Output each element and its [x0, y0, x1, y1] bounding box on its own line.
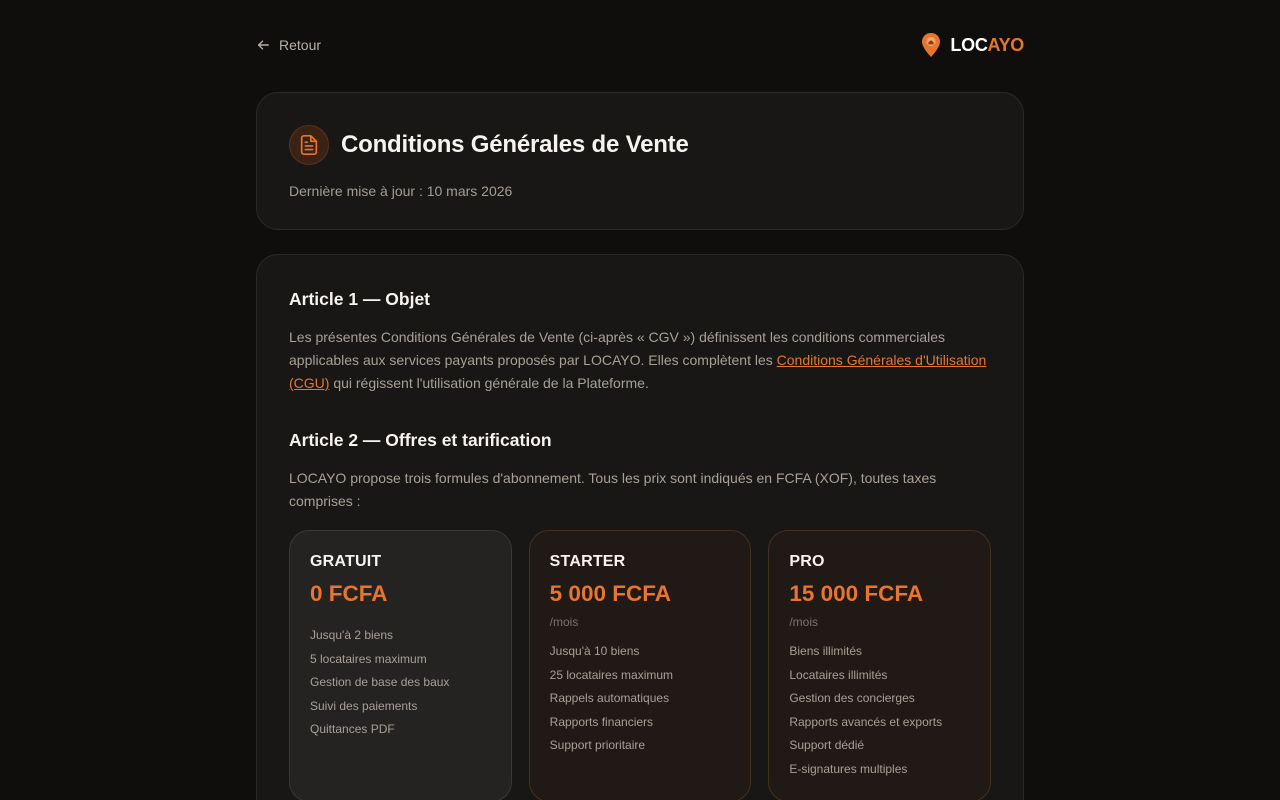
article-1-text-after: qui régissent l'utilisation générale de la Plateforme. — [329, 375, 649, 391]
content-card — [256, 254, 1024, 800]
plan-feature: Jusqu'à 10 biens — [549, 644, 640, 658]
brand-name-part1: LOC — [950, 34, 988, 55]
plan-feature: Support prioritaire — [549, 738, 646, 752]
plan-period: /mois — [789, 615, 819, 629]
article-1-title: Article 1 — Objet — [289, 289, 431, 309]
back-link[interactable] — [256, 37, 321, 53]
plan-feature: Support dédié — [789, 738, 865, 752]
plan-feature: Locataires illimités — [789, 667, 888, 682]
plan-feature: E-signatures multiples — [789, 761, 908, 776]
plan-card-starter — [529, 530, 752, 800]
brand-logo[interactable] — [920, 32, 1024, 58]
plan-name: STARTER — [549, 553, 626, 570]
last-updated: Dernière mise à jour : 10 mars 2026 — [289, 183, 513, 199]
article-2-title: Article 2 — Offres et tarification — [289, 430, 552, 450]
brand-name-part2: AYO — [987, 34, 1024, 55]
title-row — [289, 125, 991, 165]
plan-price: 15 000 FCFA — [789, 581, 924, 606]
plan-price: 5 000 FCFA — [549, 581, 671, 606]
plan-period: /mois — [549, 615, 579, 629]
plan-feature: 25 locataires maximum — [549, 667, 674, 682]
document-icon-badge — [289, 125, 329, 165]
article-2-intro: LOCAYO propose trois formules d'abonnement. Tous les prix sont indiqués en FCFA (XOF), toutes taxes comprises : — [289, 470, 937, 509]
article-1-text-before: Les présentes Conditions Générales de Vente (ci-après « CGV ») définissent les conditions commerciales applicables aux services payants proposés par LOCAYO. Elles complètent les — [289, 329, 945, 368]
pricing-plans — [289, 530, 991, 800]
plan-features — [789, 640, 970, 781]
top-bar — [256, 0, 1024, 92]
page — [256, 0, 1024, 800]
article-1 — [289, 289, 991, 395]
plan-features — [550, 640, 731, 758]
plan-card-pro — [768, 530, 991, 800]
plan-feature: Rapports avancés et exports — [789, 714, 943, 729]
header-card — [256, 92, 1024, 230]
page-title: Conditions Générales de Vente — [341, 131, 689, 158]
plan-feature: Biens illimités — [789, 644, 863, 658]
plan-feature: Rapports financiers — [549, 714, 654, 729]
plan-feature: Rappels automatiques — [549, 691, 670, 705]
back-label: Retour — [279, 37, 322, 53]
plan-price: 0 FCFA — [310, 581, 388, 606]
plan-features — [310, 624, 491, 742]
cgu-link[interactable]: Conditions Générales d'Utilisation (CGU) — [289, 352, 987, 391]
plan-feature: Gestion de base des baux — [310, 675, 450, 689]
plan-feature: Quittances PDF — [310, 722, 395, 736]
plan-name: PRO — [789, 553, 825, 570]
plan-name: GRATUIT — [310, 553, 382, 570]
document-icon — [298, 134, 320, 156]
article-2 — [289, 430, 991, 800]
arrow-left-icon — [256, 38, 270, 52]
plan-feature: Suivi des paiements — [310, 698, 418, 713]
location-pin-icon — [920, 32, 942, 58]
plan-feature: 5 locataires maximum — [310, 651, 427, 666]
article-1-text — [289, 326, 991, 395]
plan-feature: Jusqu'à 2 biens — [310, 628, 394, 642]
plan-card-gratuit — [289, 530, 512, 800]
plan-feature: Gestion des concierges — [789, 691, 915, 705]
